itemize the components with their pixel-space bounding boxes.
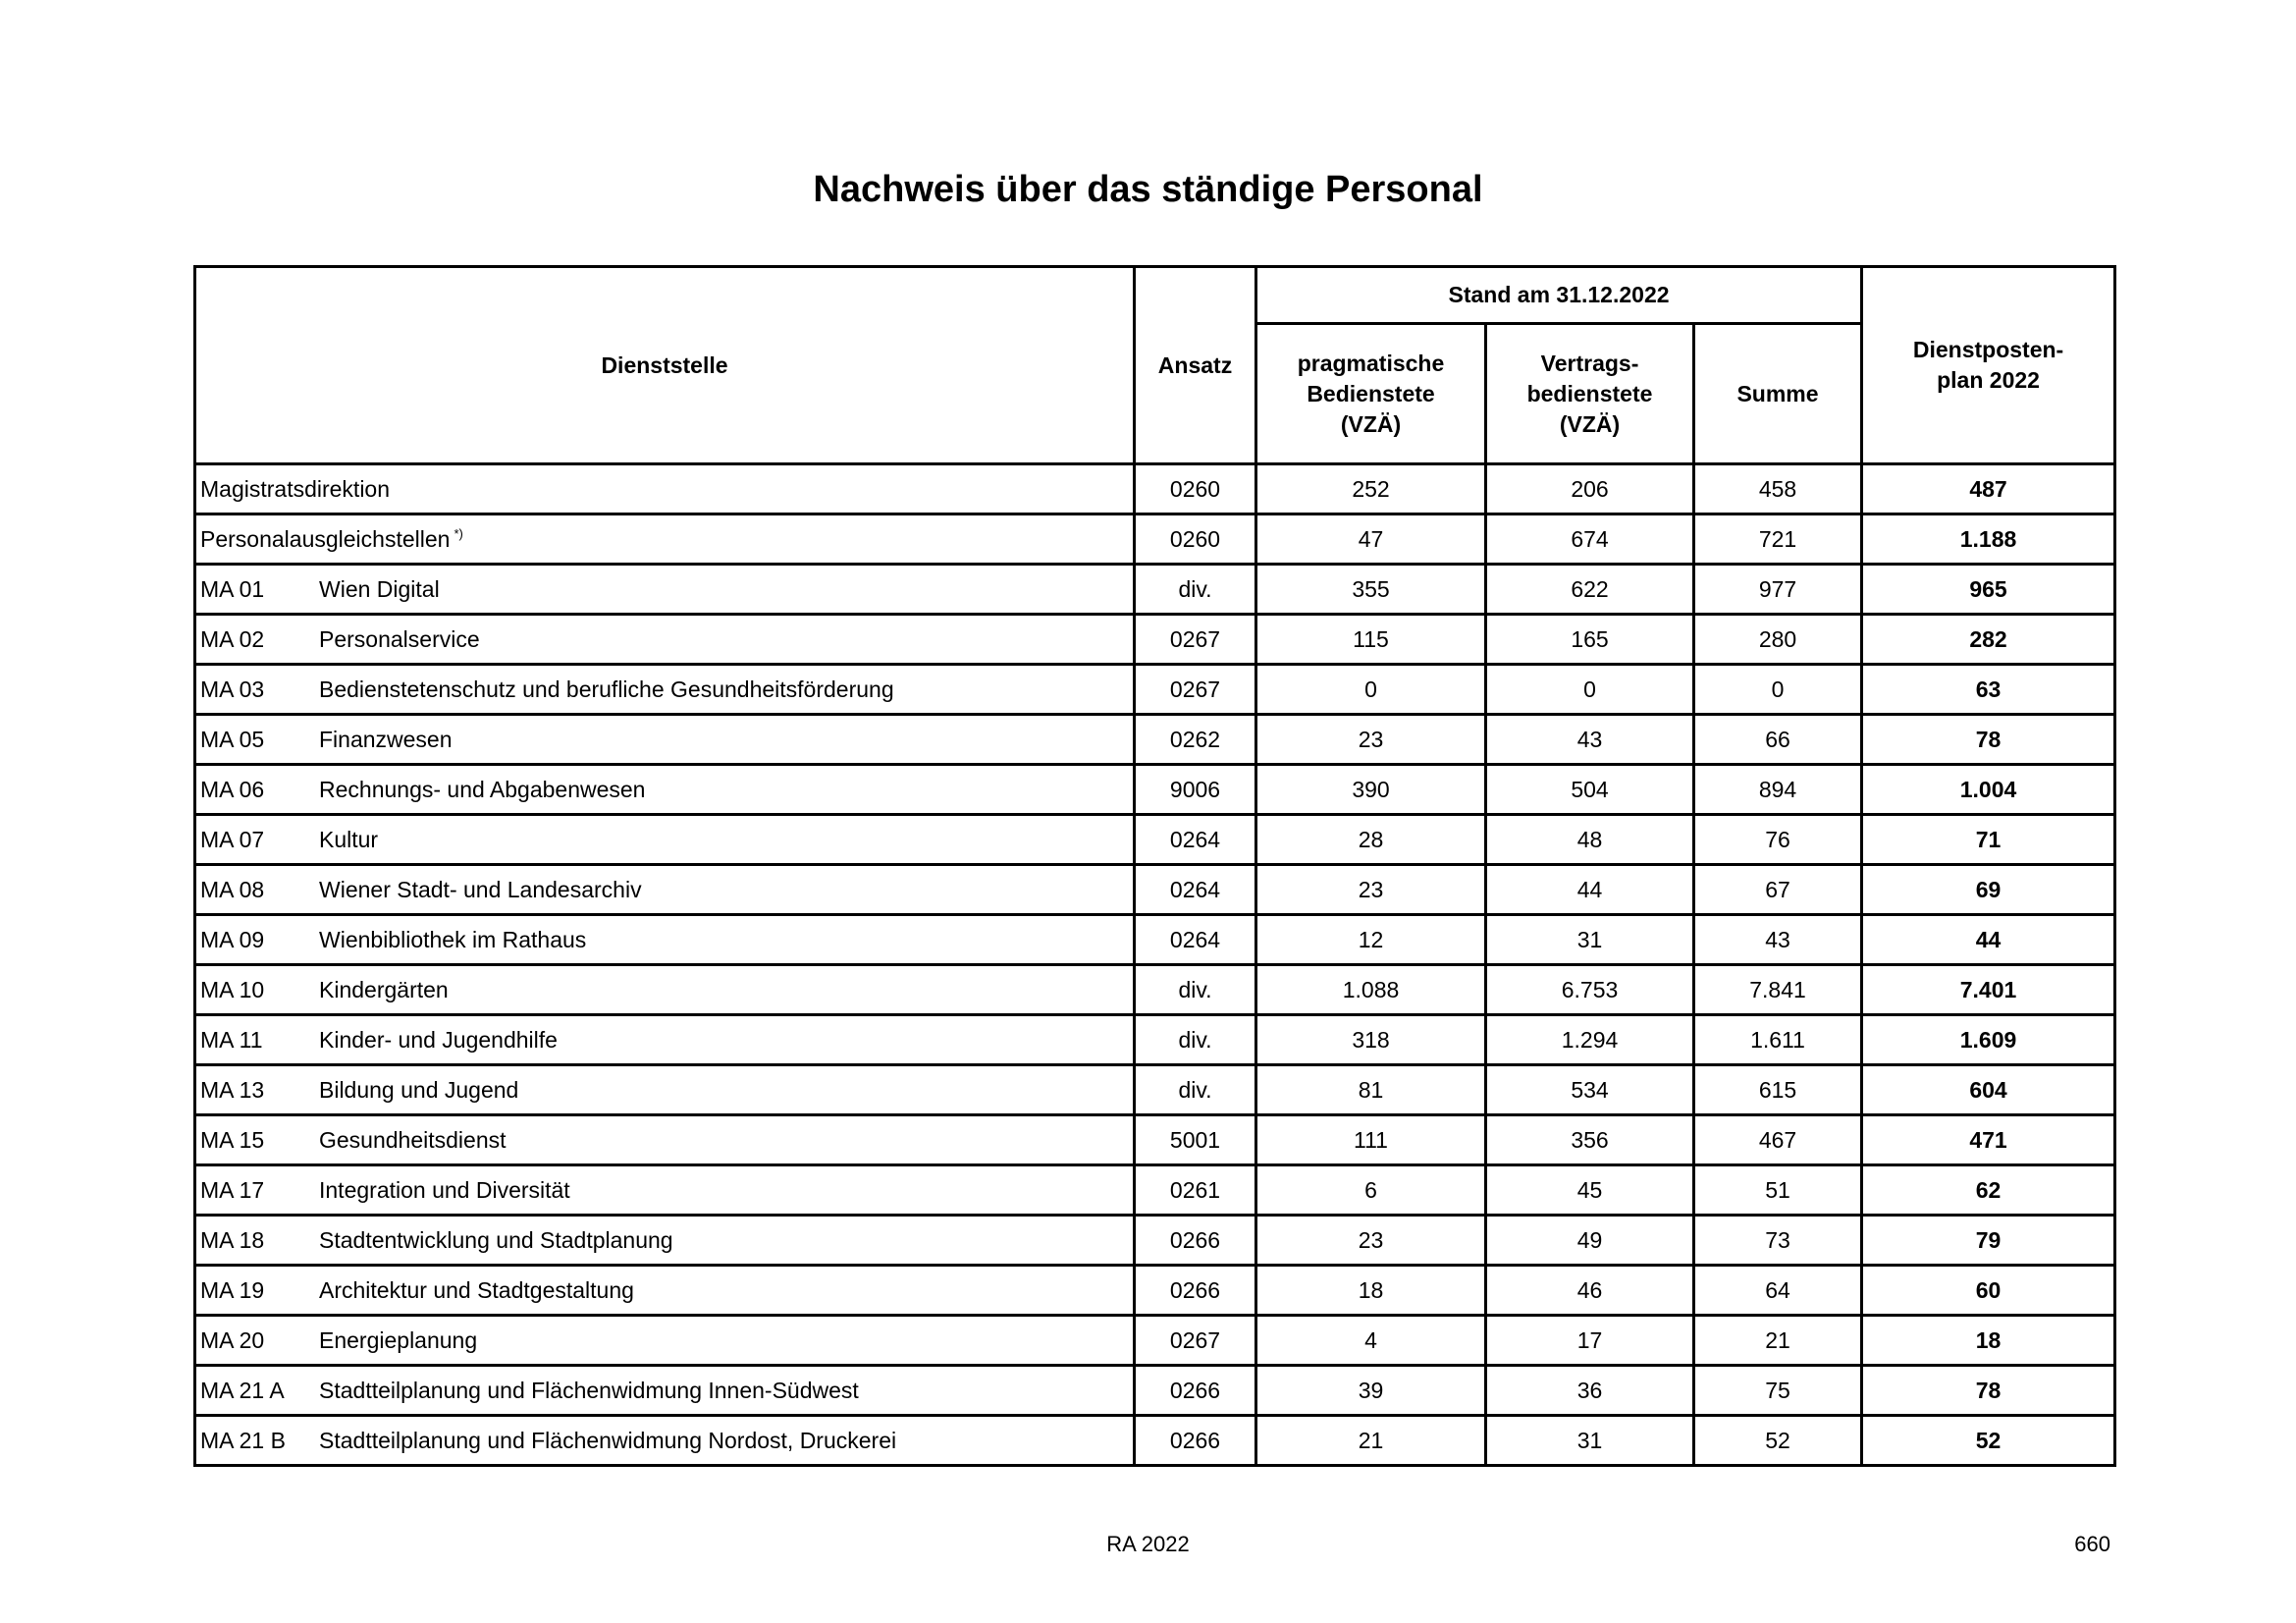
pragmatische-cell: 1.088 (1256, 965, 1486, 1015)
pragmatische-cell: 6 (1256, 1165, 1486, 1216)
ansatz-cell: 0266 (1135, 1366, 1256, 1416)
ansatz-cell: 0266 (1135, 1266, 1256, 1316)
department-name: Stadtteilplanung und Flächenwidmung Nordost, Druckerei (319, 1427, 897, 1453)
summe-cell: 21 (1694, 1316, 1862, 1366)
pragmatische-cell: 18 (1256, 1266, 1486, 1316)
col-header-vertragsbedienstete (1486, 324, 1694, 464)
page-title: Nachweis über das ständige Personal (813, 169, 1483, 210)
vertragsbedienstete-cell: 1.294 (1486, 1015, 1694, 1065)
ansatz-cell: 0266 (1135, 1216, 1256, 1266)
personnel-table (193, 265, 2116, 1467)
pragmatische-cell: 23 (1256, 715, 1486, 765)
department-name: Gesundheitsdienst (319, 1126, 507, 1153)
ansatz-cell: div. (1135, 1065, 1256, 1115)
department-name: Personalausgleichstellen (200, 525, 451, 552)
summe-cell: 615 (1694, 1065, 1862, 1115)
department-name: Stadtteilplanung und Flächenwidmung Innen-Südwest (319, 1377, 859, 1403)
pragmatische-cell: 4 (1256, 1316, 1486, 1366)
dienststelle-cell (195, 1316, 1135, 1366)
table-row (195, 915, 2115, 965)
table-row (195, 1216, 2115, 1266)
col-header-pragmatische (1256, 324, 1486, 464)
vertragsbedienstete-cell: 31 (1486, 1416, 1694, 1466)
table-row (195, 965, 2115, 1015)
department-code: MA 15 (200, 1126, 265, 1153)
vertrags-line1: Vertrags- (1540, 350, 1639, 376)
vertragsbedienstete-cell: 674 (1486, 514, 1694, 565)
dienstpostenplan-cell: 1.609 (1862, 1015, 2115, 1065)
dienstpostenplan-cell: 487 (1862, 464, 2115, 514)
pragmatische-cell: 21 (1256, 1416, 1486, 1466)
table-body (195, 464, 2115, 1466)
dienstpostenplan-cell: 44 (1862, 915, 2115, 965)
dienstpostenplan-cell: 62 (1862, 1165, 2115, 1216)
dienstpostenplan-cell: 1.188 (1862, 514, 2115, 565)
dienstpostenplan-cell: 604 (1862, 1065, 2115, 1115)
department-code: MA 19 (200, 1276, 265, 1303)
pragmatische-cell: 81 (1256, 1065, 1486, 1115)
summe-cell: 43 (1694, 915, 1862, 965)
department-name: Finanzwesen (319, 726, 453, 752)
ansatz-cell: 5001 (1135, 1115, 1256, 1165)
department-name: Kinder- und Jugendhilfe (319, 1026, 558, 1053)
dienststelle-cell (195, 615, 1135, 665)
vertrags-line2: bedienstete (1526, 380, 1653, 406)
dienstpostenplan-cell: 71 (1862, 815, 2115, 865)
vertragsbedienstete-cell: 48 (1486, 815, 1694, 865)
pragmatische-cell: 318 (1256, 1015, 1486, 1065)
dienststelle-cell (195, 514, 1135, 565)
summe-cell: 1.611 (1694, 1015, 1862, 1065)
table-row (195, 1266, 2115, 1316)
dienststelle-cell (195, 1165, 1135, 1216)
pragmatische-cell: 23 (1256, 865, 1486, 915)
col-header-dienstpostenplan (1862, 267, 2115, 464)
ansatz-cell: 0264 (1135, 815, 1256, 865)
department-name: Rechnungs- und Abgabenwesen (319, 776, 646, 802)
dienststelle-cell (195, 1065, 1135, 1115)
department-code: MA 10 (200, 976, 265, 1002)
vertragsbedienstete-cell: 43 (1486, 715, 1694, 765)
col-header-summe: Summe (1694, 324, 1862, 464)
vertragsbedienstete-cell: 206 (1486, 464, 1694, 514)
summe-cell: 894 (1694, 765, 1862, 815)
col-header-stand: Stand am 31.12.2022 (1256, 267, 1862, 324)
dienststelle-cell (195, 865, 1135, 915)
vertrags-line3: (VZÄ) (1559, 410, 1621, 437)
table-row (195, 1015, 2115, 1065)
department-code: MA 03 (200, 676, 265, 702)
table-row (195, 1065, 2115, 1115)
pragmatische-cell: 115 (1256, 615, 1486, 665)
department-name: Bedienstetenschutz und berufliche Gesundheitsförderung (319, 676, 894, 702)
department-name: Wiener Stadt- und Landesarchiv (319, 876, 642, 902)
pragmatische-line3: (VZÄ) (1340, 410, 1402, 437)
vertragsbedienstete-cell: 45 (1486, 1165, 1694, 1216)
summe-cell: 467 (1694, 1115, 1862, 1165)
dienststelle-cell (195, 915, 1135, 965)
footer-report-label: RA 2022 (1106, 1532, 1190, 1556)
vertragsbedienstete-cell: 44 (1486, 865, 1694, 915)
summe-cell: 977 (1694, 565, 1862, 615)
dienststelle-cell (195, 1266, 1135, 1316)
vertragsbedienstete-cell: 356 (1486, 1115, 1694, 1165)
department-code: MA 07 (200, 826, 265, 852)
dienststelle-cell (195, 765, 1135, 815)
table-row (195, 665, 2115, 715)
vertragsbedienstete-cell: 31 (1486, 915, 1694, 965)
ansatz-cell: div. (1135, 1015, 1256, 1065)
table-row (195, 1316, 2115, 1366)
summe-cell: 52 (1694, 1416, 1862, 1466)
department-name: Wienbibliothek im Rathaus (319, 926, 587, 952)
summe-cell: 67 (1694, 865, 1862, 915)
vertragsbedienstete-cell: 534 (1486, 1065, 1694, 1115)
pragmatische-cell: 28 (1256, 815, 1486, 865)
dienstpostenplan-cell: 471 (1862, 1115, 2115, 1165)
department-code: MA 13 (200, 1076, 265, 1103)
summe-cell: 75 (1694, 1366, 1862, 1416)
pragmatische-cell: 23 (1256, 1216, 1486, 1266)
vertragsbedienstete-cell: 49 (1486, 1216, 1694, 1266)
dienstpostenplan-cell: 78 (1862, 715, 2115, 765)
dienstpostenplan-cell: 7.401 (1862, 965, 2115, 1015)
dienststelle-cell (195, 965, 1135, 1015)
pragmatische-cell: 47 (1256, 514, 1486, 565)
dienstpostenplan-line1: Dienstposten- (1912, 337, 2064, 362)
dienststelle-cell (195, 1015, 1135, 1065)
ansatz-cell: 9006 (1135, 765, 1256, 815)
pragmatische-cell: 12 (1256, 915, 1486, 965)
department-code: MA 01 (200, 575, 265, 602)
department-name: Bildung und Jugend (319, 1076, 519, 1103)
dienststelle-cell (195, 815, 1135, 865)
pragmatische-cell: 111 (1256, 1115, 1486, 1165)
ansatz-cell: 0262 (1135, 715, 1256, 765)
dienststelle-cell (195, 565, 1135, 615)
department-name: Kindergärten (319, 976, 449, 1002)
summe-cell: 7.841 (1694, 965, 1862, 1015)
table-row (195, 865, 2115, 915)
ansatz-cell: 0261 (1135, 1165, 1256, 1216)
ansatz-cell: 0260 (1135, 464, 1256, 514)
dienststelle-cell (195, 715, 1135, 765)
pragmatische-cell: 252 (1256, 464, 1486, 514)
vertragsbedienstete-cell: 6.753 (1486, 965, 1694, 1015)
dienstpostenplan-cell: 282 (1862, 615, 2115, 665)
dienstpostenplan-cell: 79 (1862, 1216, 2115, 1266)
vertragsbedienstete-cell: 165 (1486, 615, 1694, 665)
department-name: Kultur (319, 826, 379, 852)
table-header (195, 267, 2115, 464)
department-code: MA 05 (200, 726, 265, 752)
department-name: Stadtentwicklung und Stadtplanung (319, 1226, 673, 1253)
department-code: MA 18 (200, 1226, 265, 1253)
department-code: MA 21 B (200, 1427, 286, 1453)
ansatz-cell: 0260 (1135, 514, 1256, 565)
ansatz-cell: div. (1135, 565, 1256, 615)
page-number: 660 (2074, 1532, 2110, 1556)
vertragsbedienstete-cell: 0 (1486, 665, 1694, 715)
pragmatische-cell: 0 (1256, 665, 1486, 715)
department-name: Magistratsdirektion (200, 475, 391, 502)
summe-cell: 64 (1694, 1266, 1862, 1316)
vertragsbedienstete-cell: 504 (1486, 765, 1694, 815)
table-row (195, 464, 2115, 514)
vertragsbedienstete-cell: 36 (1486, 1366, 1694, 1416)
dienststelle-cell (195, 1115, 1135, 1165)
footnote-marker: *) (454, 525, 463, 541)
summe-cell: 721 (1694, 514, 1862, 565)
dienstpostenplan-cell: 1.004 (1862, 765, 2115, 815)
table-row (195, 565, 2115, 615)
summe-cell: 280 (1694, 615, 1862, 665)
department-code: MA 20 (200, 1326, 265, 1353)
pragmatische-line2: Bedienstete (1307, 380, 1435, 406)
department-name: Personalservice (319, 625, 480, 652)
ansatz-cell: 0264 (1135, 915, 1256, 965)
table-row (195, 715, 2115, 765)
summe-cell: 458 (1694, 464, 1862, 514)
department-name: Wien Digital (319, 575, 440, 602)
ansatz-cell: 0264 (1135, 865, 1256, 915)
vertragsbedienstete-cell: 46 (1486, 1266, 1694, 1316)
dienststelle-cell (195, 665, 1135, 715)
ansatz-cell: div. (1135, 965, 1256, 1015)
summe-cell: 73 (1694, 1216, 1862, 1266)
summe-cell: 76 (1694, 815, 1862, 865)
col-header-ansatz: Ansatz (1135, 267, 1256, 464)
ansatz-cell: 0267 (1135, 615, 1256, 665)
table-row (195, 1115, 2115, 1165)
dienststelle-cell (195, 1216, 1135, 1266)
department-name: Architektur und Stadtgestaltung (319, 1276, 634, 1303)
department-code: MA 02 (200, 625, 265, 652)
pragmatische-cell: 39 (1256, 1366, 1486, 1416)
department-name: Integration und Diversität (319, 1176, 570, 1203)
pragmatische-line1: pragmatische (1297, 350, 1445, 376)
table-row (195, 815, 2115, 865)
department-code: MA 17 (200, 1176, 265, 1203)
ansatz-cell: 0266 (1135, 1416, 1256, 1466)
vertragsbedienstete-cell: 622 (1486, 565, 1694, 615)
department-code: MA 08 (200, 876, 265, 902)
dienstpostenplan-line2: plan 2022 (1937, 367, 2040, 393)
department-code: MA 21 A (200, 1377, 285, 1403)
table-row (195, 615, 2115, 665)
department-code: MA 09 (200, 926, 265, 952)
dienstpostenplan-cell: 63 (1862, 665, 2115, 715)
vertragsbedienstete-cell: 17 (1486, 1316, 1694, 1366)
dienstpostenplan-cell: 60 (1862, 1266, 2115, 1316)
dienstpostenplan-cell: 18 (1862, 1316, 2115, 1366)
ansatz-cell: 0267 (1135, 1316, 1256, 1366)
pragmatische-cell: 355 (1256, 565, 1486, 615)
table-row (195, 1416, 2115, 1466)
dienststelle-cell (195, 1416, 1135, 1466)
summe-cell: 51 (1694, 1165, 1862, 1216)
dienststelle-cell (195, 1366, 1135, 1416)
dienstpostenplan-cell: 52 (1862, 1416, 2115, 1466)
summe-cell: 66 (1694, 715, 1862, 765)
dienstpostenplan-cell: 69 (1862, 865, 2115, 915)
dienststelle-cell (195, 464, 1135, 514)
dienstpostenplan-cell: 965 (1862, 565, 2115, 615)
table-row (195, 1366, 2115, 1416)
dienstpostenplan-cell: 78 (1862, 1366, 2115, 1416)
pragmatische-cell: 390 (1256, 765, 1486, 815)
department-code: MA 06 (200, 776, 265, 802)
table-row (195, 514, 2115, 565)
table-row (195, 765, 2115, 815)
col-header-dienststelle: Dienststelle (195, 267, 1135, 464)
table-row (195, 1165, 2115, 1216)
department-name: Energieplanung (319, 1326, 478, 1353)
summe-cell: 0 (1694, 665, 1862, 715)
ansatz-cell: 0267 (1135, 665, 1256, 715)
department-code: MA 11 (200, 1026, 263, 1053)
